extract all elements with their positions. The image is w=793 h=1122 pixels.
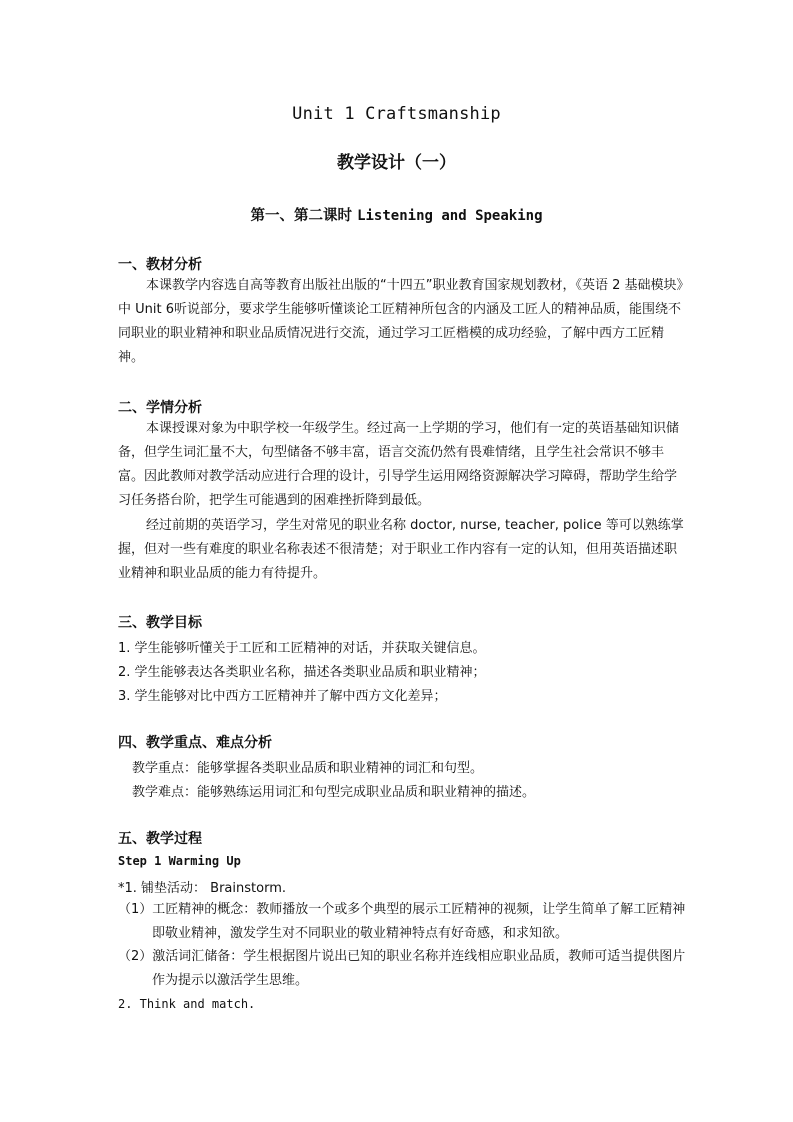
- key-point: 教学重点：能够掌握各类职业品质和职业精神的词汇和句型。: [132, 761, 484, 776]
- unit-title: Unit 1 Craftsmanship: [292, 104, 501, 124]
- activity-1: *1. 铺垫活动： Brainstorm.: [118, 881, 286, 896]
- section-1-paragraph: 本课教学内容选自高等教育出版社出版的“十四五”职业教育国家规划教材，《英语 2 基础模块》中 Unit 6听说部分，要求学生能够听懂谈论工匠精神所包含的内涵及工匠人的精神品质，能围绕不同职业的职业精神和职业品质情况进行交流，通过学习工匠楷模的成功经验，了解中西方工匠精神。: [118, 278, 684, 365]
- difficult-point: 教学难点：能够熟练运用词汇和句型完成职业品质和职业精神的描述。: [132, 785, 536, 800]
- section-5-heading: 五、教学过程: [118, 831, 202, 847]
- lesson-title-en: Listening and Speaking: [357, 208, 543, 224]
- section-1-heading: 一、教材分析: [118, 257, 202, 273]
- section-3-heading: 三、教学目标: [118, 615, 202, 631]
- design-title: 教学设计（一）: [337, 153, 456, 173]
- lesson-title: [0, 204, 793, 225]
- step-1-title: Step 1 Warming Up: [118, 854, 241, 868]
- section-4-heading: 四、教学重点、难点分析: [118, 735, 272, 751]
- section-2-heading: 二、学情分析: [118, 400, 202, 416]
- lesson-title-cn: 第一、第二课时: [250, 208, 352, 224]
- objective-item: 1. 学生能够听懂关于工匠和工匠精神的对话，并获取关键信息。: [118, 641, 486, 656]
- section-2-paragraph-2: 经过前期的英语学习，学生对常见的职业名称 doctor, nurse, teacher, police 等可以熟练掌握，但对一些有难度的职业名称表述不很清楚；对于职业工作内容有一定的认知，但用英语描述职业精神和职业品质的能力有待提升。: [118, 518, 684, 581]
- objective-item: 3. 学生能够对比中西方工匠精神并了解中西方文化差异；: [118, 689, 447, 704]
- activity-1-item-2: （2）激活词汇储备：学生根据图片说出已知的职业名称并连线相应职业品质，教师可适当提供图片作为提示以激活学生思维。: [118, 949, 686, 988]
- section-2-paragraph-1: 本课授课对象为中职学校一年级学生。经过高一上学期的学习，他们有一定的英语基础知识储备，但学生词汇量不大，句型储备不够丰富，语言交流仍然有畏难情绪，且学生社会常识不够丰富。因此教师对教学活动应进行合理的设计，引导学生运用网络资源解决学习障碍，帮助学生给学习任务搭台阶，把学生可能遇到的困难挫折降到最低。: [118, 421, 680, 508]
- activity-1-item-1: （1）工匠精神的概念：教师播放一个或多个典型的展示工匠精神的视频，让学生简单了解工匠精神即敬业精神，激发学生对不同职业的敬业精神特点有好奇感，和求知欲。: [118, 902, 686, 941]
- activity-2: 2. Think and match.: [118, 997, 256, 1011]
- objective-item: 2. 学生能够表达各类职业名称，描述各类职业品质和职业精神；: [118, 665, 486, 680]
